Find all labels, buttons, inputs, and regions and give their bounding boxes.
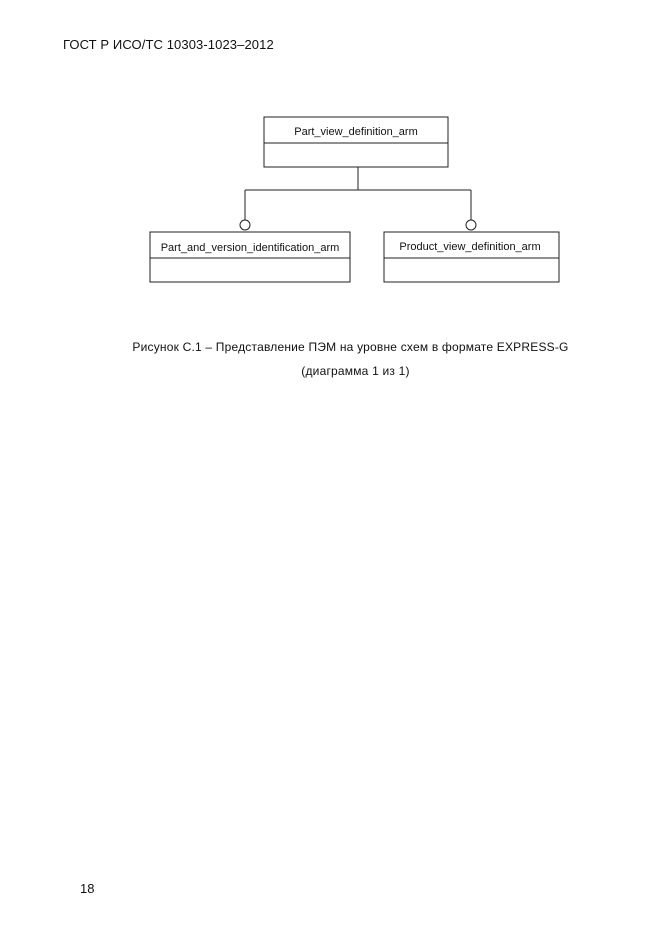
relationship-end-circle-right	[466, 220, 476, 230]
document-header: ГОСТ Р ИСО/ТС 10303-1023–2012	[63, 37, 274, 52]
figure-caption-subtitle: (диаграмма 1 из 1)	[301, 364, 410, 378]
entity-label-child-left: Part_and_version_identification_arm	[160, 242, 340, 254]
page-number: 18	[80, 881, 95, 896]
entity-box-child-right	[384, 232, 559, 282]
entity-box-root	[264, 117, 448, 167]
figure-caption-title: Рисунок С.1 – Представление ПЭМ на уровне схем в формате EXPRESS-G	[132, 340, 569, 354]
relationship-end-circle-left	[240, 220, 250, 230]
entity-label-root: Part_view_definition_arm	[294, 126, 418, 138]
relationship-lines	[245, 167, 471, 220]
entity-box-child-left	[150, 232, 350, 282]
entity-label-child-right: Product_view_definition_arm	[399, 241, 541, 253]
